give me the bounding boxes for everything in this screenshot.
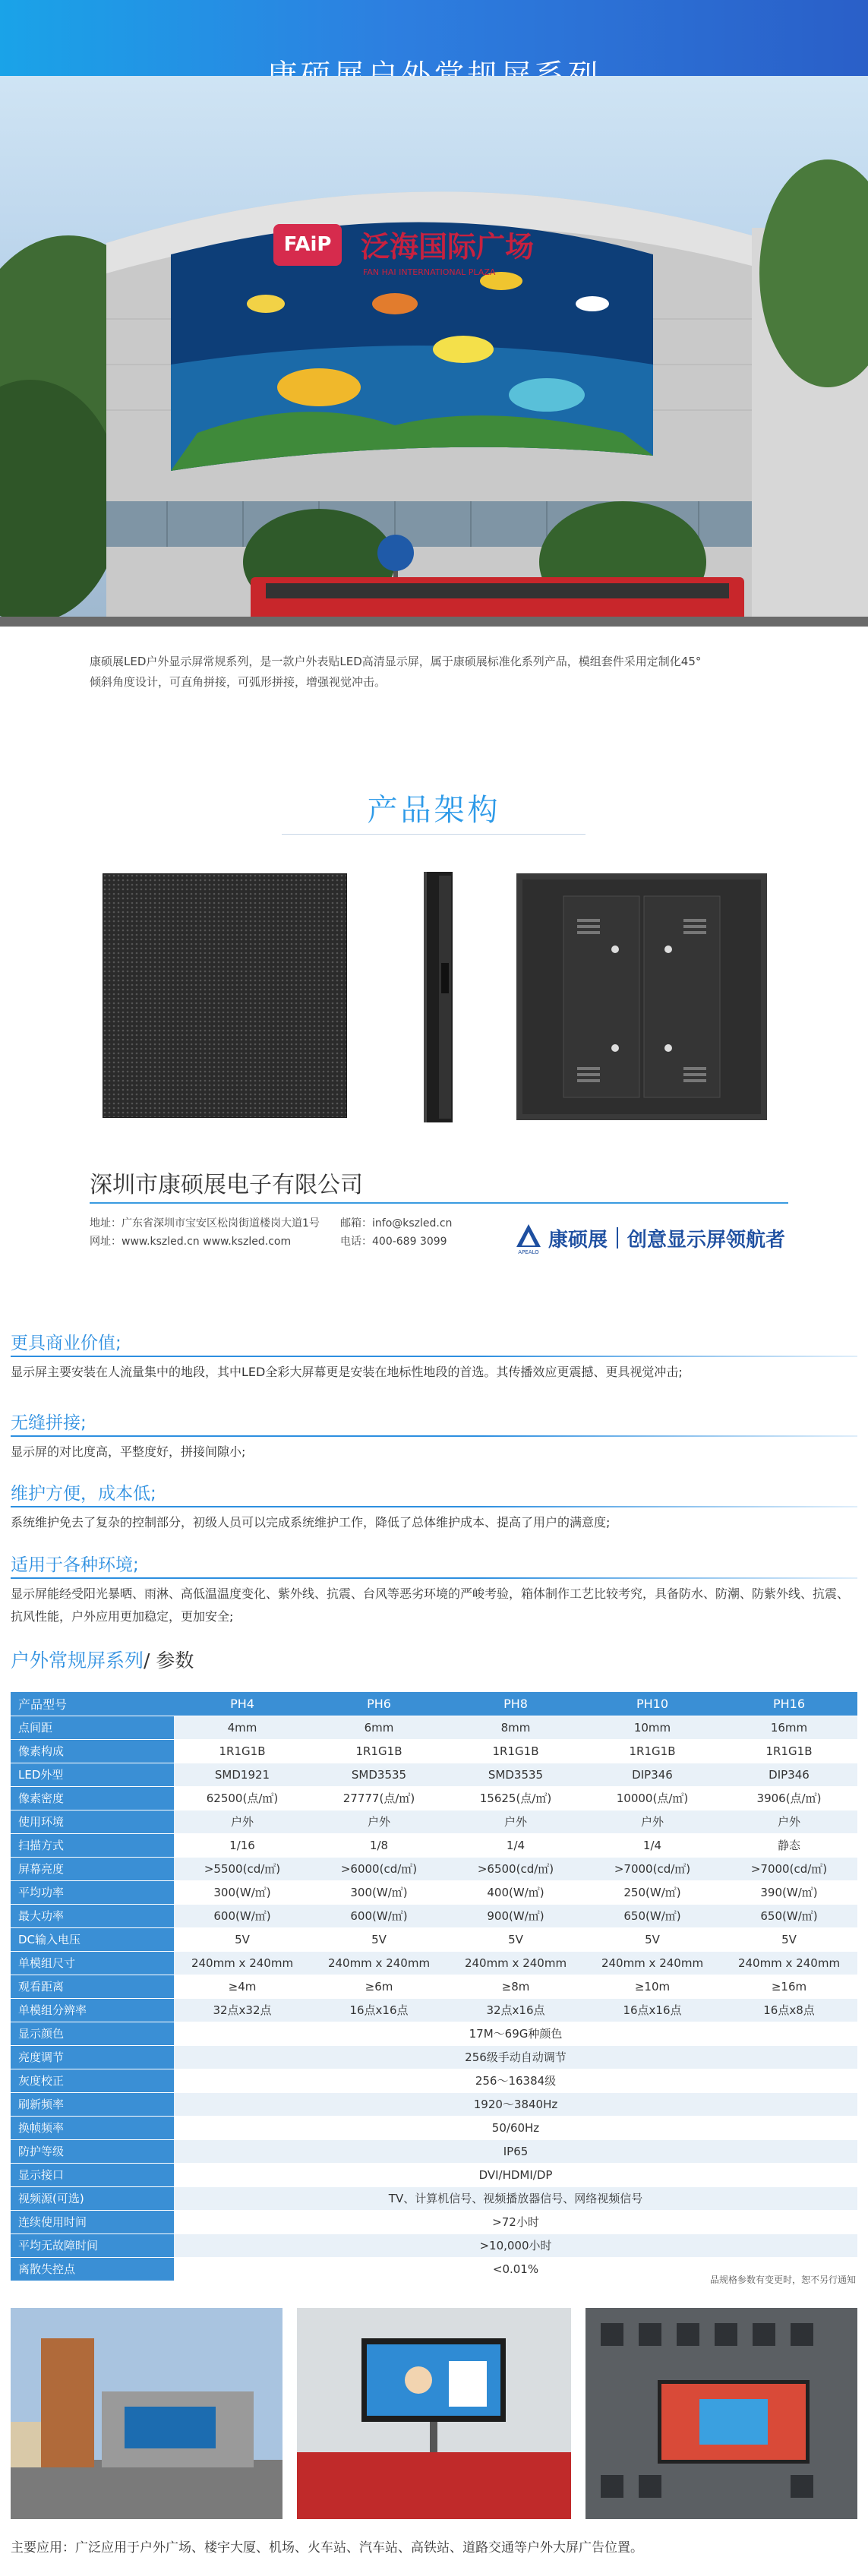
spec-row	[11, 2116, 857, 2139]
feature-text-commercial: 显示屏主要安装在人流量集中的地段，其中LED全彩大屏幕更是安装在地标性地段的首选。其传播效应更震撼、更具视觉冲击;	[11, 1365, 683, 1379]
spec-row-value: SMD1921	[174, 1763, 311, 1786]
spec-row-value: >7000(cd/㎡)	[584, 1857, 721, 1880]
application-photo-building	[586, 2308, 857, 2519]
spec-heading-series: 户外常规屏系列	[11, 1649, 144, 1672]
spec-row-value-merged: 1920～3840Hz	[174, 2092, 857, 2116]
spec-row-value: 240mm x 240mm	[174, 1951, 311, 1975]
spec-row-label: 平均功率	[11, 1880, 174, 1904]
spec-heading	[11, 1646, 194, 1673]
spec-row	[11, 1927, 857, 1951]
intro-paragraph	[90, 652, 773, 693]
spec-row-value: 户外	[721, 1810, 857, 1833]
mall-sign-text: 泛海国际广场	[361, 230, 535, 264]
spec-row-label: 像素构成	[11, 1739, 174, 1763]
company-name: 深圳市康硕展电子有限公司	[90, 1172, 363, 1198]
spec-row-label: 换帧频率	[11, 2116, 174, 2139]
company-phone: 电话：400-689 3099	[340, 1236, 447, 1248]
spec-row-value: SMD3535	[311, 1763, 447, 1786]
spec-row-label: 单模组尺寸	[11, 1951, 174, 1975]
spec-row-value-merged: 17M～69G种颜色	[174, 2022, 857, 2045]
spec-row-label: 单模组分辨率	[11, 1998, 174, 2022]
spec-row-label: 刷新频率	[11, 2092, 174, 2116]
spec-row-value-merged: 50/60Hz	[174, 2116, 857, 2139]
feature-title-commercial: 更具商业价值;	[11, 1334, 122, 1353]
spec-row-value: 16点x16点	[584, 1998, 721, 2022]
mall-sign-subtext: FAN HAI INTERNATIONAL PLAZA	[363, 267, 496, 277]
spec-row-value: 1R1G1B	[721, 1739, 857, 1763]
spec-row-value-merged: >10,000小时	[174, 2233, 857, 2257]
spec-row-value: ≥4m	[174, 1975, 311, 1998]
spec-row	[11, 1904, 857, 1927]
spec-row-label: 平均无故障时间	[11, 2233, 174, 2257]
spec-row-label: 连续使用时间	[11, 2210, 174, 2233]
spec-row-value: ≥6m	[311, 1975, 447, 1998]
company-website[interactable]: 网址：www.kszled.cn www.kszled.com	[90, 1236, 292, 1248]
spec-row-value: 900(W/㎡)	[447, 1904, 584, 1927]
spec-row	[11, 1739, 857, 1763]
spec-row-label: 观看距离	[11, 1975, 174, 1998]
spec-row	[11, 2210, 857, 2233]
spec-row-value: 8mm	[447, 1716, 584, 1739]
spec-row	[11, 1786, 857, 1810]
spec-row	[11, 1951, 857, 1975]
application-photos	[11, 2308, 857, 2519]
application-text: 主要应用：广泛应用于户外广场、楼宇大厦、机场、火车站、汽车站、高铁站、道路交通等户外大屏广告位置。	[11, 2540, 643, 2555]
spec-row-value: 600(W/㎡)	[311, 1904, 447, 1927]
spec-row-value: 240mm x 240mm	[584, 1951, 721, 1975]
brand-slogan: 创意显示屏领航者	[627, 1228, 786, 1252]
hero-photo	[0, 76, 868, 627]
spec-note: 品规格参数有变更时，恕不另行通知	[709, 2275, 856, 2285]
spec-row-label: 扫描方式	[11, 1833, 174, 1857]
company-email[interactable]: 邮箱：info@kszled.cn	[340, 1217, 453, 1230]
company-email-phone	[340, 1214, 452, 1251]
mall-led-screen-photo	[0, 76, 868, 627]
spec-row	[11, 1975, 857, 1998]
spec-row	[11, 2092, 857, 2116]
spec-model-ph6: PH6	[311, 1692, 447, 1716]
spec-row	[11, 1810, 857, 1833]
spec-row-value: ≥10m	[584, 1975, 721, 1998]
feature-title-maintenance: 维护方便，成本低;	[11, 1484, 156, 1504]
apealo-logo-icon	[515, 1221, 542, 1255]
road-sign	[377, 535, 414, 571]
spec-row-value: 3906(点/㎡)	[721, 1786, 857, 1810]
brand-lockup	[515, 1219, 785, 1257]
spec-row-value: 5V	[311, 1927, 447, 1951]
spec-row-value: ≥8m	[447, 1975, 584, 1998]
spec-row-value: 32点x32点	[174, 1998, 311, 2022]
intro-line-1: 康硕展LED户外显示屏常规系列，是一款户外表贴LED高清显示屏，属于康硕展标准化系列产品，模组套件采用定制化45°	[90, 655, 702, 668]
brand-separator	[617, 1227, 618, 1249]
spec-row-value-merged: TV、计算机信号、视频播放器信号、网络视频信号	[174, 2186, 857, 2210]
spec-row-value: >6500(cd/㎡)	[447, 1857, 584, 1880]
spec-row-value: 10mm	[584, 1716, 721, 1739]
spec-row-value: 户外	[584, 1810, 721, 1833]
brand-name: 康硕展	[548, 1228, 608, 1252]
spec-model-ph16: PH16	[721, 1692, 857, 1716]
spec-row	[11, 1833, 857, 1857]
spec-row	[11, 1880, 857, 1904]
spec-row-value: 240mm x 240mm	[447, 1951, 584, 1975]
spec-row-value: 1/4	[584, 1833, 721, 1857]
spec-header-row	[11, 1692, 857, 1716]
spec-row-value: 400(W/㎡)	[447, 1880, 584, 1904]
led-module-front-image	[103, 873, 347, 1118]
spec-row-value-merged: 256级手动自动调节	[174, 2045, 857, 2069]
spec-row-value-merged: <0.01%	[174, 2257, 857, 2281]
spec-row-value: 1R1G1B	[174, 1739, 311, 1763]
spec-row-value: >7000(cd/㎡)	[721, 1857, 857, 1880]
spec-row-value: 650(W/㎡)	[584, 1904, 721, 1927]
spec-row-value: 300(W/㎡)	[174, 1880, 311, 1904]
spec-row-value: 6mm	[311, 1716, 447, 1739]
spec-row-value: 600(W/㎡)	[174, 1904, 311, 1927]
feature-title-seamless: 无缝拼接;	[11, 1413, 87, 1433]
spec-row-value: >6000(cd/㎡)	[311, 1857, 447, 1880]
spec-row-value: 5V	[584, 1927, 721, 1951]
spec-row-value: 240mm x 240mm	[721, 1951, 857, 1975]
spec-row-value: 16点x16点	[311, 1998, 447, 2022]
feature-divider	[11, 1435, 857, 1437]
feature-divider	[11, 1577, 857, 1579]
spec-row	[11, 2139, 857, 2163]
spec-row-value: 15625(点/㎡)	[447, 1786, 584, 1810]
company-address-website	[90, 1214, 320, 1251]
spec-row-value: 1/16	[174, 1833, 311, 1857]
spec-row-label: 使用环境	[11, 1810, 174, 1833]
spec-row	[11, 2045, 857, 2069]
spec-row-value: 16mm	[721, 1716, 857, 1739]
spec-row-value: 5V	[721, 1927, 857, 1951]
spec-row-label: 亮度调节	[11, 2045, 174, 2069]
spec-table	[11, 1692, 857, 2281]
spec-row-label: 最大功率	[11, 1904, 174, 1927]
led-cabinet-back-image	[516, 873, 767, 1120]
spec-row-value: 1/8	[311, 1833, 447, 1857]
faip-logo-text: FAiP	[283, 233, 332, 256]
spec-row-label: 视频源(可选)	[11, 2186, 174, 2210]
led-cabinet-side-image	[420, 872, 458, 1122]
feature-text-seamless: 显示屏的对比度高，平整度好，拼接间隙小;	[11, 1444, 246, 1459]
spec-row	[11, 2022, 857, 2045]
spec-row-value: DIP346	[721, 1763, 857, 1786]
spec-row-value: 250(W/㎡)	[584, 1880, 721, 1904]
spec-row-value: 32点x16点	[447, 1998, 584, 2022]
spec-model-ph8: PH8	[447, 1692, 584, 1716]
spec-row-label: 显示颜色	[11, 2022, 174, 2045]
spec-row-value: 户外	[447, 1810, 584, 1833]
spec-row	[11, 1763, 857, 1786]
spec-row-value-merged: >72小时	[174, 2210, 857, 2233]
spec-model-ph10: PH10	[584, 1692, 721, 1716]
intro-line-2: 倾斜角度设计，可直角拼接，可弧形拼接，增强视觉冲击。	[90, 675, 387, 689]
spec-heading-params: / 参数	[144, 1649, 194, 1672]
spec-row	[11, 2163, 857, 2186]
spec-row-value: 240mm x 240mm	[311, 1951, 447, 1975]
spec-row-value: 16点x8点	[721, 1998, 857, 2022]
spec-row	[11, 2069, 857, 2092]
spec-row-value: DIP346	[584, 1763, 721, 1786]
feature-divider	[11, 1356, 857, 1357]
spec-row-value-merged: 256～16384级	[174, 2069, 857, 2092]
spec-row-value: 62500(点/㎡)	[174, 1786, 311, 1810]
spec-row-value: 10000(点/㎡)	[584, 1786, 721, 1810]
spec-row-value: >5500(cd/㎡)	[174, 1857, 311, 1880]
spec-row-value: 1R1G1B	[584, 1739, 721, 1763]
spec-row-label: 离散失控点	[11, 2257, 174, 2281]
spec-row-value: 4mm	[174, 1716, 311, 1739]
feature-text-environment: 显示屏能经受阳光暴晒、雨淋、高低温温度变化、紫外线、抗震、台风等恶劣环境的严峻考验，箱体制作工艺比较考究，具备防水、防潮、防紫外线、抗震、抗风性能，户外应用更加稳定，更加安全;	[11, 1586, 850, 1624]
application-photo-stadium	[297, 2308, 571, 2519]
spec-row-value: ≥16m	[721, 1975, 857, 1998]
architecture-divider	[282, 834, 586, 835]
feature-title-environment: 适用于各种环境;	[11, 1555, 139, 1575]
spec-row-value-merged: IP65	[174, 2139, 857, 2163]
spec-row-label: 像素密度	[11, 1786, 174, 1810]
spec-row	[11, 1716, 857, 1739]
spec-row-value: 5V	[447, 1927, 584, 1951]
spec-row-value: 户外	[311, 1810, 447, 1833]
spec-row-label: 灰度校正	[11, 2069, 174, 2092]
spec-row-value: 27777(点/㎡)	[311, 1786, 447, 1810]
spec-row-value: 5V	[174, 1927, 311, 1951]
spec-row-label: LED外型	[11, 1763, 174, 1786]
company-info-block	[90, 1166, 788, 1264]
apealo-logo-text: APEALO	[518, 1249, 539, 1255]
spec-row-label: 防护等级	[11, 2139, 174, 2163]
spec-row-label: 显示接口	[11, 2163, 174, 2186]
feature-text-maintenance: 系统维护免去了复杂的控制部分，初级人员可以完成系统维护工作，降低了总体维护成本、提高了用户的满意度;	[11, 1515, 611, 1530]
company-address: 地址：广东省深圳市宝安区松岗街道楼岗大道1号	[90, 1217, 320, 1230]
application-photo-street	[11, 2308, 282, 2519]
spec-row-label: 点间距	[11, 1716, 174, 1739]
spec-row	[11, 2186, 857, 2210]
spec-row	[11, 1857, 857, 1880]
spec-model-ph4: PH4	[174, 1692, 311, 1716]
spec-row-label: 屏幕亮度	[11, 1857, 174, 1880]
spec-row-value: SMD3535	[447, 1763, 584, 1786]
company-divider	[90, 1202, 788, 1204]
spec-row-value: 650(W/㎡)	[721, 1904, 857, 1927]
spec-row	[11, 2233, 857, 2257]
spec-header-label: 产品型号	[11, 1692, 174, 1716]
spec-row-value: 390(W/㎡)	[721, 1880, 857, 1904]
spec-row-label: DC输入电压	[11, 1927, 174, 1951]
spec-row-value: 300(W/㎡)	[311, 1880, 447, 1904]
spec-row-value: 1R1G1B	[447, 1739, 584, 1763]
spec-row-value: 1/4	[447, 1833, 584, 1857]
spec-row-value: 1R1G1B	[311, 1739, 447, 1763]
spec-row-value-merged: DVI/HDMI/DP	[174, 2163, 857, 2186]
spec-row-value: 户外	[174, 1810, 311, 1833]
spec-row-value: 静态	[721, 1833, 857, 1857]
feature-divider	[11, 1506, 857, 1507]
spec-row	[11, 1998, 857, 2022]
architecture-title: 产品架构	[367, 793, 501, 828]
